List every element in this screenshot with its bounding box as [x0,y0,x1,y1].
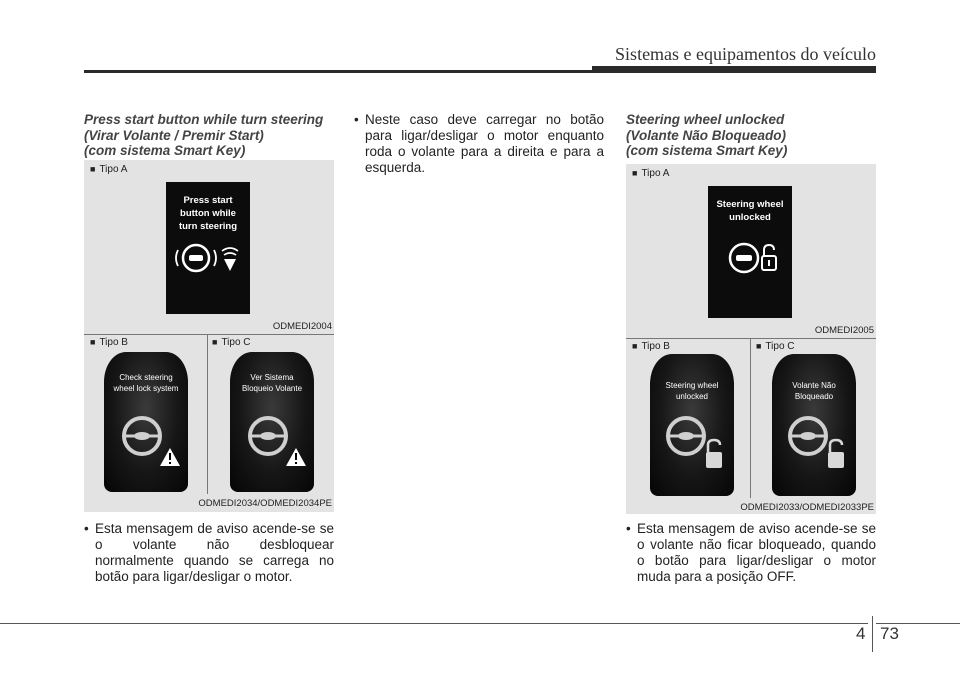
left-figure-divider-v [207,334,208,494]
steering-wheel-warning-icon [104,410,188,480]
middle-bullet-text: Neste caso deve carregar no botão para ligar/desligar o motor enquanto roda o volante para a direita e para a esquerda. [365,112,604,175]
left-display-tipo-c [230,352,314,492]
right-bullet-text: Esta mensagem de aviso acende-se se o volante não ficar bloqueado, quando o botão para ligar/desligar o motor muda para a posição OFF. [637,521,876,584]
steering-wheel-icon [172,241,244,275]
right-display-b-text: Steering wheel unlocked [665,381,719,401]
right-display-c-text: Volante Não Bloqueado [792,381,836,401]
footer-rule-left [0,623,868,624]
page-number: 73 [880,624,899,643]
right-code-bc: ODMEDI2033/ODMEDI2033PE [740,502,874,513]
left-display-b-text: Check steering wheel lock system [113,373,179,393]
footer-divider [872,616,873,652]
left-label-tipo-c: ■ Tipo C [212,337,251,348]
left-figure [84,160,334,512]
right-label-tipo-b: ■ Tipo B [632,341,670,352]
right-heading [626,112,876,159]
left-heading-line-3: (com sistema Smart Key) [84,143,246,158]
right-heading-line-2: (Volante Não Bloqueado) [626,127,787,143]
right-figure-divider-v [750,338,751,498]
left-heading [84,112,344,159]
left-label-tipo-b: ■ Tipo B [90,337,128,348]
left-heading-line-1: Press start button while turn steering [84,112,324,127]
right-figure [626,164,876,514]
right-display-tipo-a [708,186,792,318]
right-code-a: ODMEDI2005 [814,325,874,336]
section-title: Sistemas e equipamentos do veículo [615,44,876,64]
steering-wheel-padlock-icon [650,412,734,482]
right-display-a-text: Steering wheel unlocked [716,199,784,223]
left-display-tipo-b [104,352,188,492]
right-display-tipo-c [772,354,856,496]
right-heading-line-3: (com sistema Smart Key) [626,143,788,158]
steering-wheel-unlocked-icon [714,238,786,278]
left-bullet: • Esta mensagem de aviso acende-se se o volante não desbloquear normalmente quando se carrega no botão para ligar/desligar o motor. [84,521,334,584]
steering-wheel-padlock-icon [772,412,856,482]
right-figure-divider [626,338,876,339]
middle-bullet: • Neste caso deve carregar no botão para ligar/desligar o motor enquanto roda o volante para a direita e para a esquerda. [354,112,604,175]
right-display-tipo-b [650,354,734,496]
header-rule-accent [592,66,876,73]
right-label-tipo-a: ■ Tipo A [632,168,669,179]
left-bullet-text: Esta mensagem de aviso acende-se se o volante não desbloquear normalmente quando se carrega no botão para ligar/desligar o motor. [95,521,334,584]
left-heading-line-2: (Virar Volante / Premir Start) [84,127,264,143]
left-code-bc: ODMEDI2034/ODMEDI2034PE [198,498,332,509]
left-code-a: ODMEDI2004 [272,321,332,332]
right-bullet: • Esta mensagem de aviso acende-se se o volante não ficar bloqueado, quando o botão para ligar/desligar o motor muda para a posição OFF. [626,521,876,584]
chapter-number: 4 [856,624,866,643]
left-label-tipo-a: ■ Tipo A [90,164,127,175]
left-display-tipo-a [166,182,250,314]
right-heading-line-1: Steering wheel unlocked [626,112,785,127]
left-display-a-text: Press start button while turn steering [178,195,238,232]
right-label-tipo-c: ■ Tipo C [756,341,795,352]
left-display-c-text: Ver Sistema Bloqueio Volante [241,373,303,393]
steering-wheel-warning-icon [230,410,314,480]
left-figure-divider [84,334,334,335]
